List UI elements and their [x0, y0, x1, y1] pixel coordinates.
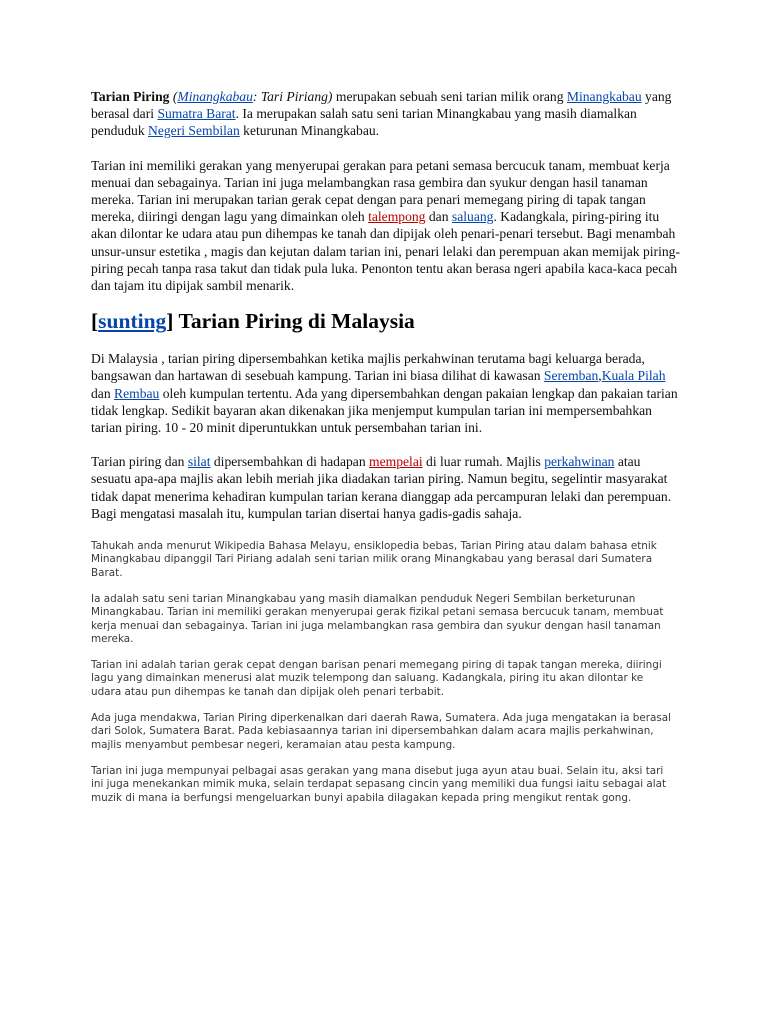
link-talempong[interactable]: talempong [368, 209, 426, 225]
malaysia1-text-1: Di Malaysia , tarian piring dipersembahkan ketika majlis perkahwinan terutama bagi keluarga berada, bangsawan dan hartawan di sesebuah kampung. Tarian ini biasa dilihat di kawasan [91, 351, 645, 384]
intro-text-2: yang berasal dari [91, 89, 672, 122]
link-rembau[interactable]: Rembau [114, 385, 160, 401]
link-minangkabau-2[interactable]: Minangkabau [566, 89, 642, 104]
link-negeri-sembilan[interactable]: Negeri Sembilan [148, 123, 240, 139]
link-seremban[interactable]: Seremban [543, 368, 599, 384]
section-heading [91, 308, 681, 334]
edit-section-link[interactable]: sunting [98, 309, 167, 334]
intro-text-1: merupakan sebuah seni tarian milik orang [332, 89, 567, 104]
malaysia-paragraph-2 [91, 453, 681, 522]
link-sumatra-barat[interactable]: Sumatra Barat [157, 106, 236, 122]
article-title: Tarian Piring [91, 89, 170, 104]
malaysia2-text-4: atau sesuatu apa-apa majlis akan lebih meriah jika diadakan tarian piring. Namun begitu, segelintir masyarakat tidak dapat menerima kehadiran kumpulan tarian kerana dianggap ada percampuran lelaki dan perempuan. Bagi mengatasi masalah itu, kumpulan tarian disertai hanya gadis-gadis sahaja. [91, 454, 672, 521]
extra-paragraph-2: Ia adalah satu seni tarian Minangkabau yang masih diamalkan penduduk Negeri Sembilan berketurunan Minangkabau. Tarian ini memiliki gerakan menyerupai gerak fizikal petani semasa bercucuk tanam, membuat kerja menuai dan sebagainya. Tarian ini juga melambangkan rasa gembira dan syukur dengan hasil tanaman mereka. [91, 592, 664, 645]
intro-paragraph [91, 88, 681, 140]
intro-text-3: . Ia merupakan salah satu seni tarian Minangkabau yang masih diamalkan penduduk [91, 106, 637, 139]
link-perkahwinan[interactable]: perkahwinan [544, 454, 615, 470]
section-title: Tarian Piring di Malaysia [173, 309, 415, 334]
extra-paragraph-3: Tarian ini adalah tarian gerak cepat dengan barisan penari memegang piring di tapak tangan mereka, diiringi lagu yang dimainkan menerusi alat muzik telempong dan saluang. Kadangkala, piring itu akan dilontar ke udara atau pun dihempas ke tanah dan dipijak oleh penari terbabit. [91, 659, 662, 698]
malaysia1-text-2: dan [91, 385, 115, 401]
link-minangkabau[interactable]: Minangkabau [177, 89, 253, 104]
document-page [91, 88, 681, 818]
link-silat[interactable]: silat [187, 454, 211, 470]
extra-paragraph-1: Tahukah anda menurut Wikipedia Bahasa Melayu, ensiklopedia bebas, Tarian Piring atau dalam bahasa etnik Minangkabau dipanggil Tari Piriang adalah seni tarian milik orang Minangkabau yang berasal dari Sumatera Barat. [91, 540, 657, 579]
malaysia-paragraph-1 [91, 350, 681, 436]
extra-paragraph-5: Tarian ini juga mempunyai pelbagai asas gerakan yang mana disebut juga ayun atau buai. Selain itu, aksi tari ini juga menekankan mimik muka, selain terdapat sepasang cincin yang memiliki dua fungsi iaitu sebagai alat muzik di mana ia berfungsi mengeluarkan bunyi apabila dilagakan kepada pring mengikut rentak gong. [91, 764, 667, 804]
tari-piriang-text: : Tari Piriang) [252, 89, 333, 104]
link-mempelai[interactable]: mempelai [369, 454, 423, 470]
link-kuala-pilah[interactable]: Kuala Pilah [601, 368, 666, 384]
intro-text-4: keturunan Minangkabau. [239, 123, 380, 139]
malaysia2-text-2: dipersembahkan di hadapan [210, 454, 370, 470]
extra-notes [91, 540, 676, 805]
link-saluang[interactable]: saluang [451, 209, 494, 225]
bracket-close: ] [166, 309, 174, 334]
paren-open: ( [169, 89, 178, 104]
malaysia2-text-3: di luar rumah. Majlis [422, 454, 545, 470]
desc-text-1: Tarian ini memiliki gerakan yang menyerupai gerakan para petani semasa bercucuk tanam, membuat kerja menuai dan sebagainya. Tarian ini juga melambangkan rasa gembira dan syukur dengan hasil tanaman mereka. Tarian ini merupakan tarian gerak cepat dengan para penari memegang piring di tapak tangan mereka, diiringi dengan lagu yang dimainkan oleh [91, 157, 670, 225]
comma: , [598, 368, 602, 384]
malaysia2-text-1: Tarian piring dan [91, 454, 188, 470]
extra-paragraph-4: Ada juga mendakwa, Tarian Piring diperkenalkan dari daerah Rawa, Sumatera. Ada juga mengatakan ia berasal dari Solok, Sumatera Barat. Pada kebiasaannya tarian ini dipersembahkan dalam acara majlis perkahwinan, majlis menyambut pembesar negeri, keramaian atau pesta kampung. [91, 712, 672, 751]
desc-text-3: . Kadangkala, piring-piring itu akan dilontar ke udara atau pun dihempas ke tanah dan dipijak oleh penari-penari tersebut. Bagi menambah unsur-unsur estetika , magis dan kejutan dalam tarian ini, penari lelaki dan perempuan akan memijak piring-piring pecah tanpa rasa takut dan tidak pula luka. Penonton tentu akan berasa ngeri apabila kaca-kaca pecah dan tajam itu dipijak sambil menarik. [91, 209, 680, 294]
malaysia1-text-3: oleh kumpulan tertentu. Ada yang dipersembahkan dengan pakaian lengkap dan pakaian tarian tidak lengkap. Sedikit bayaran akan dikenakan jika menjemput kumpulan tarian ini mempersembahkan tarian piring. 10 - 20 minit diperuntukkan untuk persembahan tarian ini. [91, 385, 678, 436]
description-paragraph [91, 157, 681, 295]
desc-text-2: dan [425, 209, 452, 225]
bracket-open: [ [91, 309, 99, 334]
